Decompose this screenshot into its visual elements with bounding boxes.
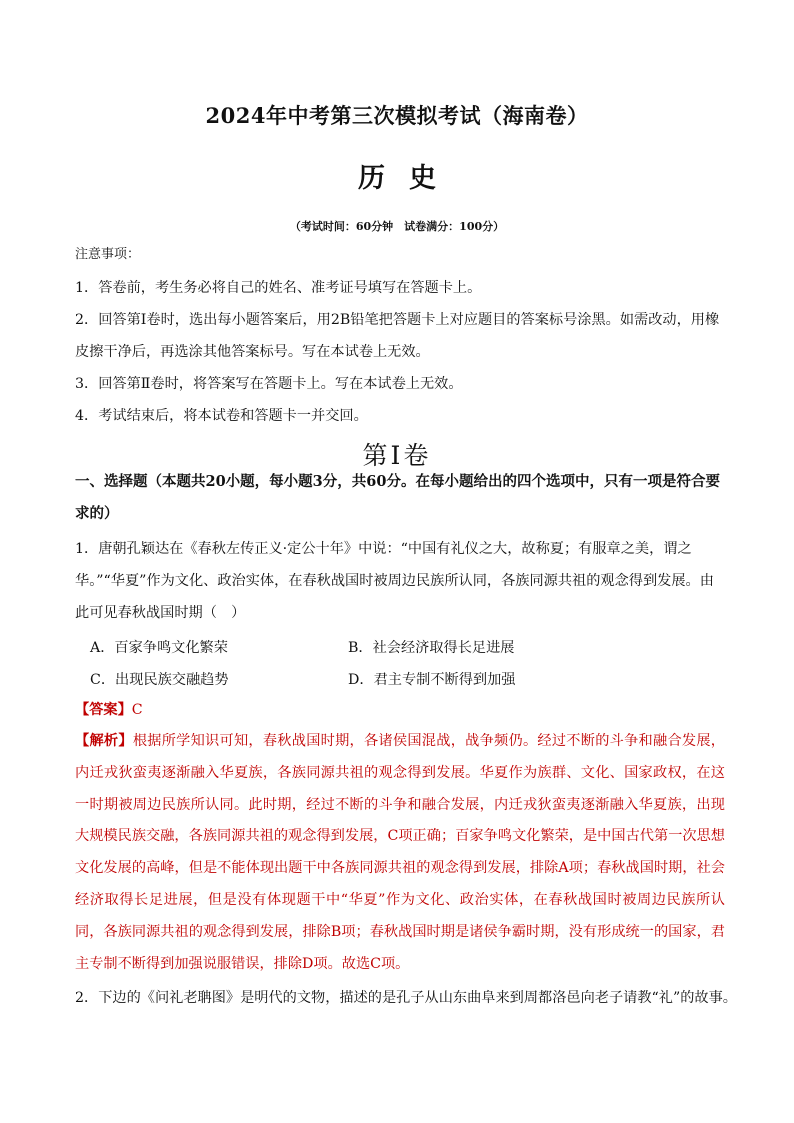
analysis-text: 根据所学知识可知，春秋战国时期，各诸侯国混战，战争频仍。经过不断的斗争和融合发展，内迁戎狄蛮夷逐渐融入华夏族，各族同源共祖的观念得到发展。华夏作为族群、文化、国家政权，在这一时期被周边民族所认同。此时期，经过不断的斗争和融合发展，内迁戎狄蛮夷逐渐融入华夏族，出现大规模民族交融，各族同源共祖的观念得到发展，C项正确；百家争鸣文化繁荣，是中国古代第一次思想文化发展的高峰，但是不能体现出题干中各族同源共祖的观念得到发展，排除A项；春秋战国时期，社会经济取得长足进展，但是没有体现题干中“华夏”作为文化、政治实体，在春秋战国时被周边民族所认同，各族同源共祖的观念得到发展，排除B项；春秋战国时期是诸侯争霸时期，没有形成统一的国家，君主专制不断得到加强说服错误，排除D项。故选C项。 [75,733,725,972]
answer-value: C [131,702,143,718]
option-c: C．出现民族交融趋势 [90,672,229,688]
exam-title: 2024年中考第三次模拟考试（海南卷） [205,103,589,128]
note-item: 4．考试结束后，将本试卷和答题卡一并交回。 [75,408,368,424]
note-item: 1．答卷前，考生务必将自己的姓名、准考证号填写在答题卡上。 [75,280,482,296]
answer-line [75,694,143,726]
option-a: A．百家争鸣文化繁荣 [90,640,228,656]
exam-info: （考试时间：60分钟 试卷满分：100分） [289,220,505,233]
subject-title: 历史 [358,163,460,194]
question-stem: 1．唐朝孔颖达在《春秋左传正义·定公十年》中说：“中国有礼仪之大，故称夏；有服章之美，谓之华。”“华夏”作为文化、政治实体，在春秋战国时被周边民族所认同，各族同源共祖的观念得到发展。由此可见春秋战国时期（ ） [75,541,714,621]
answer-tag: 【答案】 [75,702,132,718]
analysis-tag: 【解析】 [75,733,133,749]
analysis-block [75,726,725,980]
note-item: 2．回答第Ⅰ卷时，选出每小题答案后，用2B铅笔把答题卡上对应题目的答案标号涂黑。如需改动，用橡皮擦干净后，再选涂其他答案标号。写在本试卷上无效。 [75,312,720,360]
option-b: B．社会经济取得长足进展 [348,640,515,656]
question-1 [75,533,725,629]
section-title: 第Ⅰ卷 [362,441,432,470]
question-2: 2．下边的《问礼老聃图》是明代的文物，描述的是孔子从山东曲阜来到周都洛邑向老子请教“礼”的故事。 [75,990,737,1006]
option-row [90,664,710,696]
question-1-options [90,632,710,696]
note-item: 3．回答第Ⅱ卷时，将答案写在答题卡上。写在本试卷上无效。 [75,376,463,392]
notes-heading: 注意事项： [75,247,141,262]
part-heading: 一、选择题（本题共20小题，每小题3分，共60分。在每小题给出的四个选项中，只有一项是符合要求的） [75,473,720,522]
option-d: D．君主专制不断得到加强 [348,672,516,688]
notes-list [75,272,725,432]
option-row [90,632,710,664]
